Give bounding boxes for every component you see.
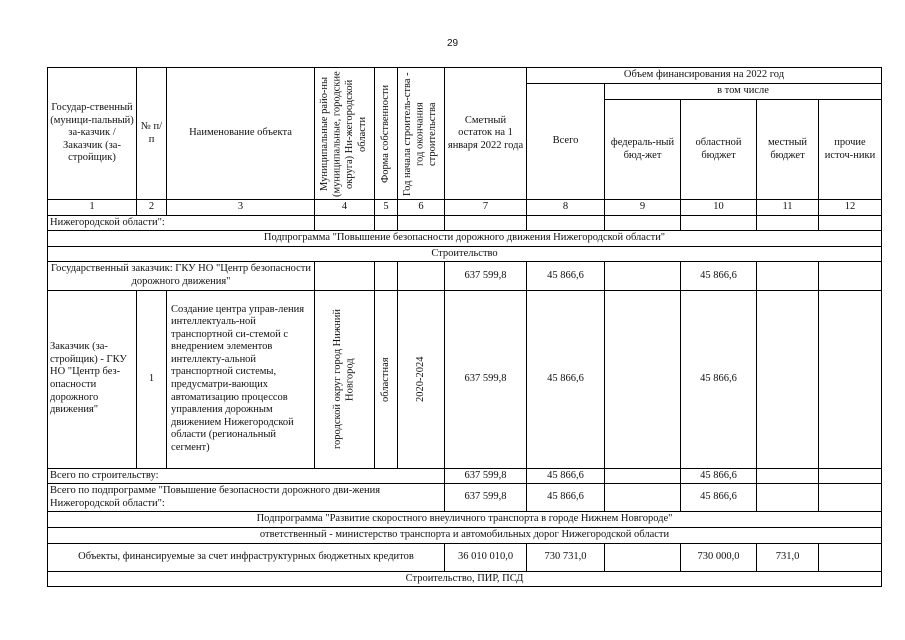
object-ownership-cell [375,290,398,468]
subprogram-total-regional: 45 866,6 [681,484,757,512]
header-object-name: Наименование объекта [167,68,315,200]
object-municipality-cell [315,290,375,468]
subprogram-title: Подпрограмма "Развитие скоростного внеуличного транспорта в городе Нижнем Новгороде" [48,512,882,528]
header-including: в том числе [605,84,882,100]
header-customer: Государ-ственный (муници-пальный) за-казчик / Заказчик (за-стройщик) [48,68,137,200]
section-title: Строительство [48,246,882,262]
col-number: 11 [757,200,819,216]
state-customer-label: Государственный заказчик: ГКУ НО "Центр безопасности дорожного движения" [48,262,315,290]
subprogram-row [48,231,882,247]
subprogram-total-estimated: 637 599,8 [445,484,527,512]
object-total: 45 866,6 [527,290,605,468]
subprogram-total-label: Всего по подпрограмме "Повышение безопасности дорожного дви-жения Нижегородской области": [48,484,445,512]
header-estimated-balance: Сметный остаток на 1 января 2022 года [445,68,527,200]
responsible-title: ответственный - министерство транспорта и автомобильных дорог Нижегородской области [48,527,882,543]
construction-total-total: 45 866,6 [527,468,605,484]
col-number: 4 [315,200,375,216]
column-numbers-row [48,200,882,216]
subprogram-row [48,512,882,528]
object-years: 2020-2024 [414,356,426,402]
col-number: 2 [137,200,167,216]
header-funding-group: Объем финансирования на 2022 год [527,68,882,84]
infra-objects-label: Объекты, финансируемые за счет инфраструктурных бюджетных кредитов [48,543,445,571]
section-title: Строительство, ПИР, ПСД [48,571,882,587]
subprogram-title: Подпрограмма "Повышение безопасности дорожного движения Нижегородской области" [48,231,882,247]
construction-total-label: Всего по строительству: [48,468,445,484]
section-row [48,571,882,587]
object-number: 1 [137,290,167,468]
object-customer: Заказчик (за-стройщик) - ГКУ НО "Центр без-опасности дорожного движения" [48,290,137,468]
table-row [48,484,882,512]
header-regional: областной бюджет [681,100,757,200]
header-years [398,68,445,200]
object-ownership: областная [379,356,391,402]
col-number: 1 [48,200,137,216]
infra-objects-regional: 730 000,0 [681,543,757,571]
page-number: 29 [446,38,459,49]
header-local: местный бюджет [757,100,819,200]
construction-total-regional: 45 866,6 [681,468,757,484]
subprogram-total-total: 45 866,6 [527,484,605,512]
state-customer-regional: 45 866,6 [681,262,757,290]
responsible-row [48,527,882,543]
table-row [48,262,882,290]
col-number: 3 [167,200,315,216]
header-years-text: Год начала строитель-ства - год окончания строительства [402,71,439,196]
col-number: 7 [445,200,527,216]
col-number: 10 [681,200,757,216]
header-number: № п/п [137,68,167,200]
table-row [48,468,882,484]
header-municipality-text: Муниципальные райо-ны (муниципальные, городские округа) Ни-жегородской области [319,70,369,197]
col-number: 9 [605,200,681,216]
header-federal: федераль-ный бюд-жет [605,100,681,200]
section-row [48,246,882,262]
col-number: 12 [819,200,882,216]
object-regional: 45 866,6 [681,290,757,468]
object-name: Создание центра управ-ления интеллектуаль-ной транспортной си-стемой с внедрением элементов интеллекту-альной транспортной системы, предусматри-вающих автоматизацию процессов управления дорожным движением Нижегородской области (региональный сегмент) [167,290,315,468]
state-customer-estimated: 637 599,8 [445,262,527,290]
table-row [48,290,882,468]
table-row [48,543,882,571]
header-municipality [315,68,375,200]
col-number: 5 [375,200,398,216]
object-years-cell [398,290,445,468]
col-number: 8 [527,200,605,216]
infra-objects-estimated: 36 010 010,0 [445,543,527,571]
header-ownership-text: Форма собственности [379,84,391,183]
region-continuation: Нижегородской области": [48,215,315,231]
infra-objects-local: 731,0 [757,543,819,571]
object-municipality: городской округ город Нижний Новгород [331,309,356,450]
region-continuation-row [48,215,882,231]
infra-objects-total: 730 731,0 [527,543,605,571]
state-customer-total: 45 866,6 [527,262,605,290]
header-ownership [375,68,398,200]
construction-total-estimated: 637 599,8 [445,468,527,484]
col-number: 6 [398,200,445,216]
object-estimated: 637 599,8 [445,290,527,468]
header-other: прочие источ-ники [819,100,882,200]
financing-table [47,67,882,587]
header-total: Всего [527,84,605,200]
